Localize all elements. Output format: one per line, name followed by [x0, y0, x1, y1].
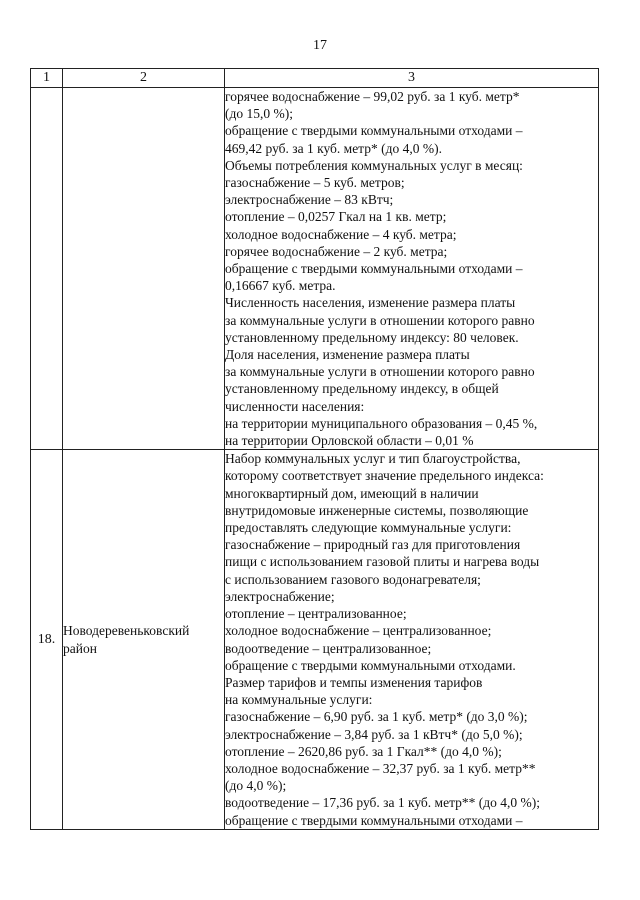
content-line: предоставлять следующие коммунальные услуги: — [225, 520, 512, 536]
content-line: отопление – 2620,86 руб. за 1 Гкал** (до 4,0 %); — [225, 743, 502, 759]
content-line: электроснабжение; — [225, 588, 335, 604]
content-line: которому соответствует значение предельного индекса: — [225, 468, 544, 484]
table-row — [31, 88, 599, 450]
content-line: холодное водоснабжение – 32,37 руб. за 1 куб. метр** — [225, 760, 536, 776]
content-line: газоснабжение – природный газ для приготовления — [225, 537, 521, 553]
content-line: на коммунальные услуги: — [225, 692, 373, 708]
content-cell — [225, 450, 599, 829]
district-name-cell — [63, 88, 225, 450]
content-line: горячее водоснабжение – 99,02 руб. за 1 куб. метр* — [225, 89, 520, 104]
content-line: водоотведение – 17,36 руб. за 1 куб. метр** (до 4,0 %); — [225, 795, 540, 811]
content-line: холодное водоснабжение – централизованное; — [225, 623, 492, 639]
regional-tariff-table — [30, 68, 599, 830]
page-number: 17 — [313, 38, 327, 53]
content-line: многоквартирный дом, имеющий в наличии — [225, 485, 479, 501]
content-line: холодное водоснабжение – 4 куб. метра; — [225, 226, 457, 242]
content-line: (до 15,0 %); — [225, 106, 293, 122]
content-line: (до 4,0 %); — [225, 778, 287, 794]
district-name-cell — [63, 450, 225, 829]
content-line: Доля населения, изменение размера платы — [225, 347, 470, 363]
row-number-cell — [31, 88, 63, 450]
content-line: Численность населения, изменение размера платы — [225, 295, 516, 311]
content-line: электроснабжение – 3,84 руб. за 1 кВтч* (до 5,0 %); — [225, 726, 523, 742]
row-number-cell: 18. — [31, 450, 63, 829]
content-line: водоотведение – централизованное; — [225, 640, 432, 656]
content-line: установленному предельному индексу, в общей — [225, 381, 499, 397]
content-line: обращение с твердыми коммунальными отходами – — [225, 123, 523, 139]
content-line: отопление – централизованное; — [225, 606, 407, 622]
content-line: установленному предельному индексу: 80 человек. — [225, 329, 519, 345]
content-line: обращение с твердыми коммунальными отходами – — [225, 812, 523, 828]
content-line: численности населения: — [225, 398, 365, 414]
content-line: отопление – 0,0257 Гкал на 1 кв. метр; — [225, 209, 447, 225]
content-line: с использованием газового водонагревателя; — [225, 571, 481, 587]
district-name-line: Новодеревеньковский — [63, 623, 190, 639]
content-line: обращение с твердыми коммунальными отходами – — [225, 261, 523, 277]
content-line: Объемы потребления коммунальных услуг в месяц: — [225, 157, 523, 173]
content-line: горячее водоснабжение – 2 куб. метра; — [225, 243, 448, 259]
content-line: 0,16667 куб. метра. — [225, 278, 336, 294]
column-header-number: 1 — [31, 69, 63, 88]
content-line: газоснабжение – 5 куб. метров; — [225, 175, 405, 191]
content-line: внутридомовые инженерные системы, позволяющие — [225, 502, 529, 518]
content-line: пищи с использованием газовой плиты и нагрева воды — [225, 554, 540, 570]
content-cell — [225, 88, 599, 450]
content-line: электроснабжение – 83 кВтч; — [225, 192, 394, 208]
content-line: на территории Орловской области – 0,01 % — [225, 433, 474, 449]
column-header-content: 3 — [225, 69, 599, 88]
content-line: Размер тарифов и темпы изменения тарифов — [225, 674, 483, 690]
content-line: за коммунальные услуги в отношении которого равно — [225, 312, 535, 328]
content-line: 469,42 руб. за 1 куб. метр* (до 4,0 %). — [225, 140, 442, 156]
column-header-name: 2 — [63, 69, 225, 88]
content-line: газоснабжение – 6,90 руб. за 1 куб. метр* (до 3,0 %); — [225, 709, 528, 725]
content-line: обращение с твердыми коммунальными отходами. — [225, 657, 516, 673]
district-name-line: район — [63, 640, 97, 656]
content-line: за коммунальные услуги в отношении которого равно — [225, 364, 535, 380]
content-line: на территории муниципального образования – 0,45 %, — [225, 415, 538, 431]
table-row — [31, 450, 599, 829]
table-header-row — [31, 69, 599, 88]
content-line: Набор коммунальных услуг и тип благоустройства, — [225, 451, 521, 467]
